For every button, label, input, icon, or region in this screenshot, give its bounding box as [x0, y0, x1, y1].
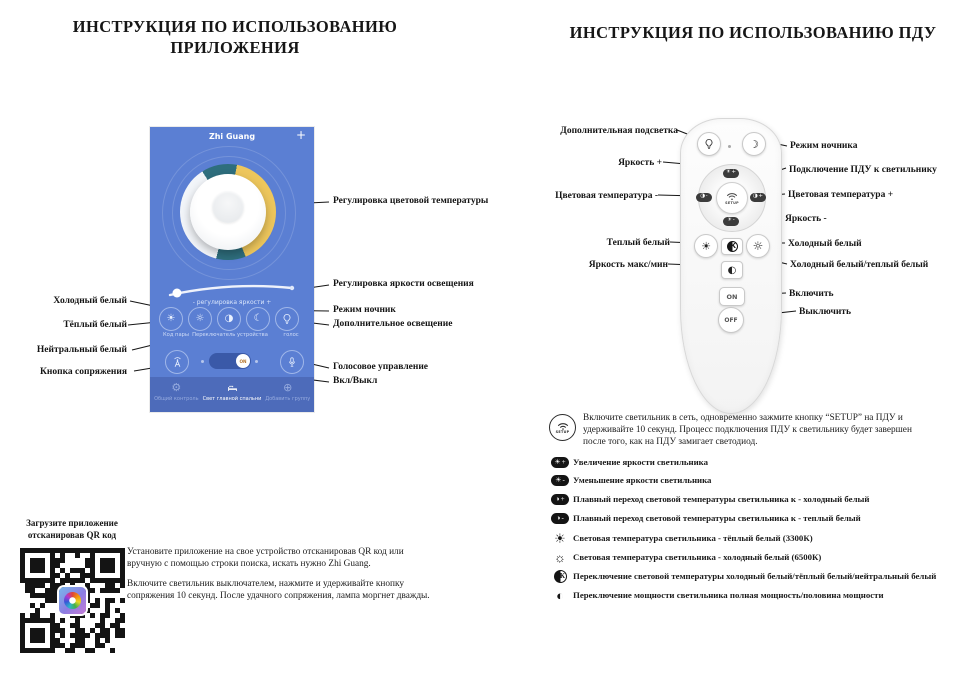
extra-light-button	[275, 307, 299, 331]
nav-general-control	[150, 377, 203, 412]
rainbow-ring-icon	[64, 592, 81, 609]
half-circle-k-icon: К	[554, 570, 567, 583]
voice-control-button	[280, 350, 304, 374]
callout-cold-white: Холодный белый	[53, 296, 127, 306]
left-title	[40, 16, 430, 58]
legend-item-brightness-down: ☀ - Уменьшение яркости светильника	[547, 472, 711, 488]
callout-brightness-up: Яркость +	[618, 158, 662, 168]
slider-end-dot	[290, 286, 294, 290]
qr-caption-line1: Загрузите приложение	[26, 518, 118, 528]
callout-warm-white-remote: Теплый белый	[606, 238, 670, 248]
legend-item-temp-to-warm: ◑ - Плавный переход световой температуры светильника к - теплый белый	[547, 510, 861, 526]
callout-color-temp-down: Цветовая температура -	[555, 191, 658, 201]
legend-item-cold-white: ☼ Световая температура светильника - холодный белый (6500К)	[554, 549, 822, 565]
pairing-button	[165, 350, 189, 374]
callout-on-off: Вкл/Выкл	[333, 376, 378, 386]
setup-button	[716, 182, 748, 214]
legend-item-temp-to-cold: ◑ + Плавный переход световой температуры светильника к - холодный белый	[547, 491, 869, 507]
right-title: ИНСТРУКЦИЯ ПО ИСПОЛЬЗОВАНИЮ ПДУ	[569, 23, 937, 42]
setup-label: SETUP	[555, 429, 570, 434]
callout-voice-control: Голосовое управление	[333, 362, 429, 372]
temp-to-cold-icon: ◑ +	[551, 494, 569, 505]
crescent-icon: ☽	[749, 137, 759, 151]
nav-bedroom-light	[203, 377, 262, 412]
callout-pairing-button: Кнопка сопряжения	[40, 367, 127, 377]
off-button	[718, 307, 744, 333]
install-paragraph: Установите приложение на свое устройство отсканировав QR код или вручную с помощью строки поиска, искать нужно Zhi Guang.	[127, 547, 404, 569]
qr-caption	[14, 518, 130, 541]
nav-label: Добавить группу	[265, 396, 311, 402]
callout-turn-off: Выключить	[799, 307, 851, 317]
device-switch-label: Переключатель устройства	[192, 332, 268, 338]
brightness-up-button	[723, 169, 739, 178]
half-circle-icon: ◐	[556, 587, 564, 603]
qr-code	[20, 548, 125, 653]
off-label: OFF	[724, 316, 738, 324]
moon-icon: ☾	[253, 313, 263, 324]
warm-white-button	[694, 234, 718, 258]
legend-item-brightness-up: ☀ + Увеличение яркости светильника	[547, 454, 708, 470]
remote-control	[680, 118, 782, 414]
backlight-button	[697, 132, 721, 156]
callout-color-temp-adjust: Регулировка цветовой температуры	[333, 196, 489, 206]
sun-half-icon: ◑	[700, 193, 706, 200]
temp-switch-button	[721, 238, 743, 255]
cold-white-button	[159, 307, 183, 331]
toggle-knob	[236, 354, 250, 368]
cold-white-button	[746, 234, 770, 258]
led-indicator	[728, 145, 731, 148]
half-circle-icon: ◐	[727, 264, 737, 276]
on-button	[719, 287, 745, 306]
callout-warm-white: Тёплый белый	[63, 320, 127, 330]
on-label: ON	[726, 292, 738, 301]
sun-outline-icon: ☼	[554, 549, 566, 565]
sun-outline-icon: ☼	[752, 239, 764, 253]
callout-turn-on: Включить	[789, 289, 834, 299]
bed-icon	[226, 382, 239, 394]
brightness-max-min-button	[721, 261, 743, 279]
voice-label: голос	[283, 332, 299, 338]
nav-add-group	[261, 377, 314, 412]
bulb-icon	[703, 138, 715, 150]
half-circle-k-icon: К	[727, 241, 738, 252]
color-temp-down-button	[696, 193, 712, 202]
sun-outline-icon: ☼	[195, 313, 205, 324]
neutral-white-button	[217, 307, 241, 331]
sun-half-icon: ◑	[224, 313, 234, 324]
left-title-line2: ПРИЛОЖЕНИЯ	[170, 38, 300, 57]
sun-filled-icon: ☀	[166, 313, 176, 324]
brightness-up-icon: ☀ +	[551, 457, 569, 468]
callout-neutral-white: Нейтральный белый	[36, 345, 127, 355]
callout-brightness-max-min: Яркость макс/мин	[588, 260, 668, 270]
setup-label: SETUP	[725, 200, 739, 205]
callout-brightness-adjust: Регулировка яркости освещения	[333, 279, 474, 289]
add-circle-icon: ⊕	[283, 381, 293, 394]
antenna-icon	[171, 356, 184, 369]
callout-cold-warm-switch: Холодный белый/теплый белый	[790, 260, 929, 270]
night-mode-button	[246, 307, 270, 331]
brightness-slider-caption: - регулировка яркости +	[192, 299, 272, 306]
brightness-down-icon: ☀ -	[551, 475, 569, 486]
callout-pair-remote: Подключение ПДУ к светильнику	[789, 165, 937, 175]
app-logo	[59, 587, 86, 614]
nav-label: Общий контроль	[154, 396, 199, 402]
gear-icon: ⚙	[171, 381, 182, 394]
qr-caption-line2: отсканировав QR код	[27, 529, 117, 540]
app-bottom-nav	[150, 377, 314, 412]
legend-item-temp-switch: К Переключение световой температуры холодный белый/тёплый белый/нейтральный белый	[547, 568, 936, 584]
slider-knob	[173, 289, 182, 298]
toggle-right-dot	[255, 360, 258, 363]
legend-item-power-switch: ◐ Переключение мощности светильника полная мощность/половина мощности	[556, 587, 884, 603]
plus-icon: +	[731, 169, 737, 176]
toggle-left-dot	[201, 360, 204, 363]
callout-cold-white-remote: Холодный белый	[788, 239, 862, 249]
callout-night-mode-remote: Режим ночника	[790, 141, 858, 151]
plus-icon: +	[758, 193, 763, 200]
callout-color-temp-up: Цветовая температура +	[788, 190, 894, 200]
toggle-on-label: ON	[239, 358, 247, 364]
left-title-line1: ИНСТРУКЦИЯ ПО ИСПОЛЬЗОВАНИЮ	[72, 17, 398, 36]
app-screenshot	[150, 127, 314, 412]
color-temp-up-button	[750, 193, 766, 202]
legend-item-warm-white: ☀ Световая температура светильника - тёплый белый (3300К)	[554, 530, 813, 546]
sun-filled-icon: ☀	[725, 169, 731, 176]
night-mode-button	[742, 132, 766, 156]
callout-brightness-down: Яркость -	[785, 214, 827, 224]
minus-icon: -	[732, 217, 735, 224]
callout-night-mode: Режим ночник	[333, 305, 396, 315]
temp-to-warm-icon: ◑ -	[551, 513, 569, 524]
pairing-paragraph: Включите светильник выключателем, нажмите и удерживайте кнопку сопряжения 10 секунд. После удачного сопряжения, лампа моргнет дважды.	[127, 579, 430, 601]
setup-note-icon	[549, 414, 576, 441]
minus-icon: -	[705, 193, 708, 200]
callout-backlight: Дополнительная подсветка	[560, 126, 678, 136]
app-header-title: Zhi Guang	[208, 132, 256, 141]
microphone-icon	[286, 356, 298, 368]
bulb-icon	[281, 313, 293, 325]
callout-extra-light: Дополнительное освещение	[333, 319, 453, 329]
setup-note-text: Включите светильник в сеть, одновременно зажмите кнопку “SETUP” на ПДУ и удерживайте 10 секунд. Процесс подключения ПДУ к светильнику будет завершен после того, как на ПДУ замигает светодиод.	[583, 413, 912, 447]
sun-filled-icon: ☀	[554, 530, 566, 546]
power-toggle	[209, 353, 251, 369]
wifi-icon	[726, 192, 738, 201]
pair-code-label: Код пары	[162, 332, 190, 338]
warm-white-button	[188, 307, 212, 331]
wifi-icon	[557, 422, 569, 430]
add-icon: +	[295, 128, 306, 142]
brightness-down-button	[723, 217, 739, 226]
sun-half-icon: ◑	[753, 193, 758, 200]
sun-filled-icon: ☀	[701, 239, 711, 253]
nav-label: Свет главной спальни	[202, 396, 262, 402]
sun-filled-icon: ☀	[727, 217, 733, 224]
